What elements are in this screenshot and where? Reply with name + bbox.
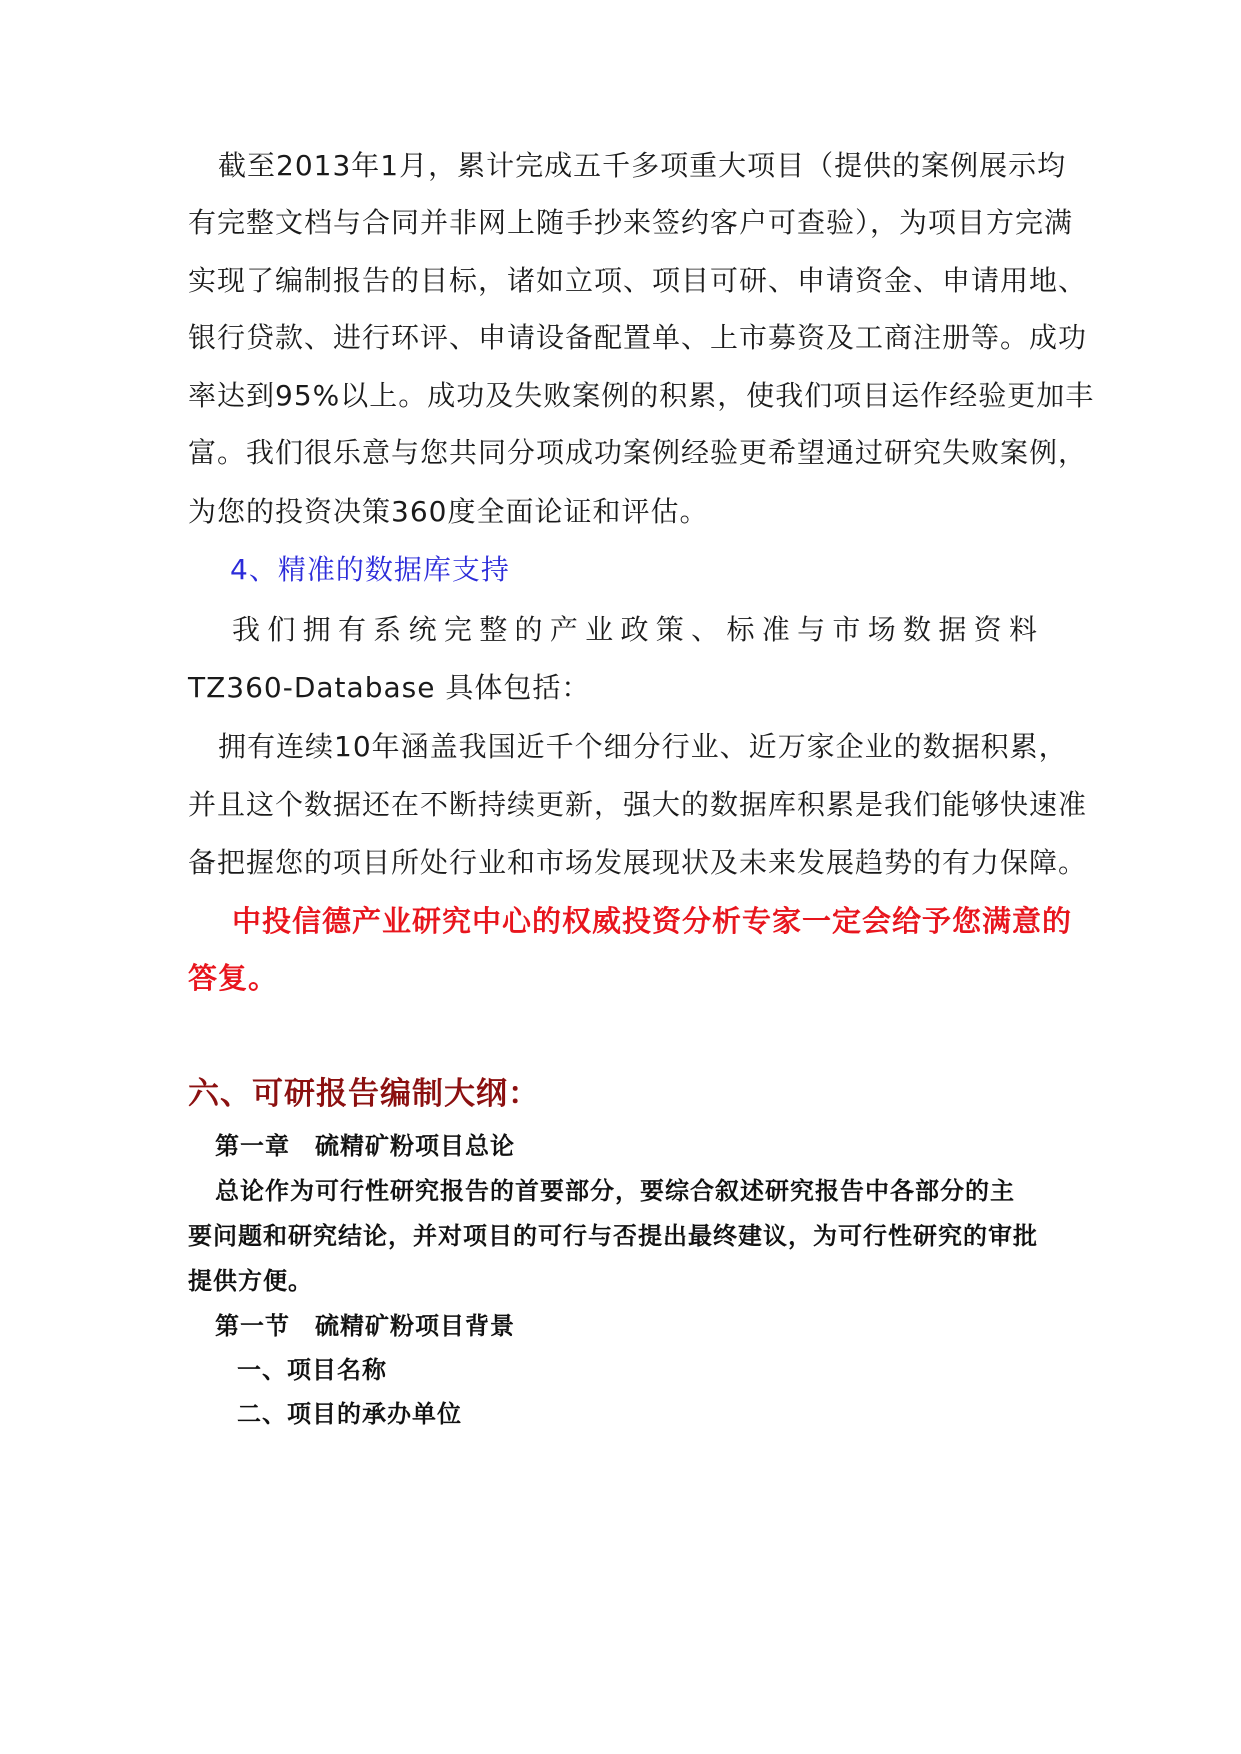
database-intro-line-2: TZ360-Database 具体包括： (188, 671, 591, 704)
promise-line-1: 中投信德产业研究中心的权威投资分析专家一定会给予您满意的 (232, 904, 1073, 938)
outline-item-1: 一、项目名称 (237, 1356, 387, 1384)
chapter-title: 第一章 硫精矿粉项目总论 (215, 1132, 515, 1160)
database-detail-line-1: 拥有连续10年涵盖我国近千个细分行业、近万家企业的数据积累， (218, 730, 1068, 763)
cases-line-2: 有完整文档与合同并非网上随手抄来签约客户可查验），为项目方完满 (188, 206, 1074, 239)
database-detail-line-2: 并且这个数据还在不断持续更新，强大的数据库积累是我们能够快速准 (188, 788, 1088, 821)
cases-line-4: 银行贷款、进行环评、申请设备配置单、上市募资及工商注册等。成功 (188, 321, 1088, 354)
summary-line-1: 总论作为可行性研究报告的首要部分，要综合叙述研究报告中各部分的主 (215, 1177, 1015, 1205)
outline-title: 六、可研报告编制大纲： (188, 1076, 540, 1112)
promise-line-2: 答复。 (188, 961, 279, 995)
summary-line-2: 要问题和研究结论，并对项目的可行与否提出最终建议，为可行性研究的审批 (188, 1222, 1038, 1250)
cases-line-1: 截至2013年1月，累计完成五千多项重大项目（提供的案例展示均 (218, 149, 1067, 182)
cases-line-7: 为您的投资决策360度全面论证和评估。 (188, 495, 709, 528)
section-title: 第一节 硫精矿粉项目背景 (215, 1312, 515, 1340)
cases-line-5: 率达到95%以上。成功及失败案例的积累，使我们项目运作经验更加丰 (188, 379, 1095, 412)
database-heading: 4、精准的数据库支持 (230, 553, 510, 586)
cases-line-3: 实现了编制报告的目标，诸如立项、项目可研、申请资金、申请用地、 (188, 264, 1088, 297)
database-intro-line-1: 我们拥有系统完整的产业政策、标准与市场数据资料 (232, 613, 1040, 646)
database-detail-line-3: 备把握您的项目所处行业和市场发展现状及未来发展趋势的有力保障。 (188, 846, 1088, 879)
summary-line-3: 提供方便。 (188, 1267, 313, 1295)
outline-item-2: 二、项目的承办单位 (237, 1400, 462, 1428)
cases-line-6: 富。我们很乐意与您共同分项成功案例经验更希望通过研究失败案例， (188, 436, 1088, 469)
